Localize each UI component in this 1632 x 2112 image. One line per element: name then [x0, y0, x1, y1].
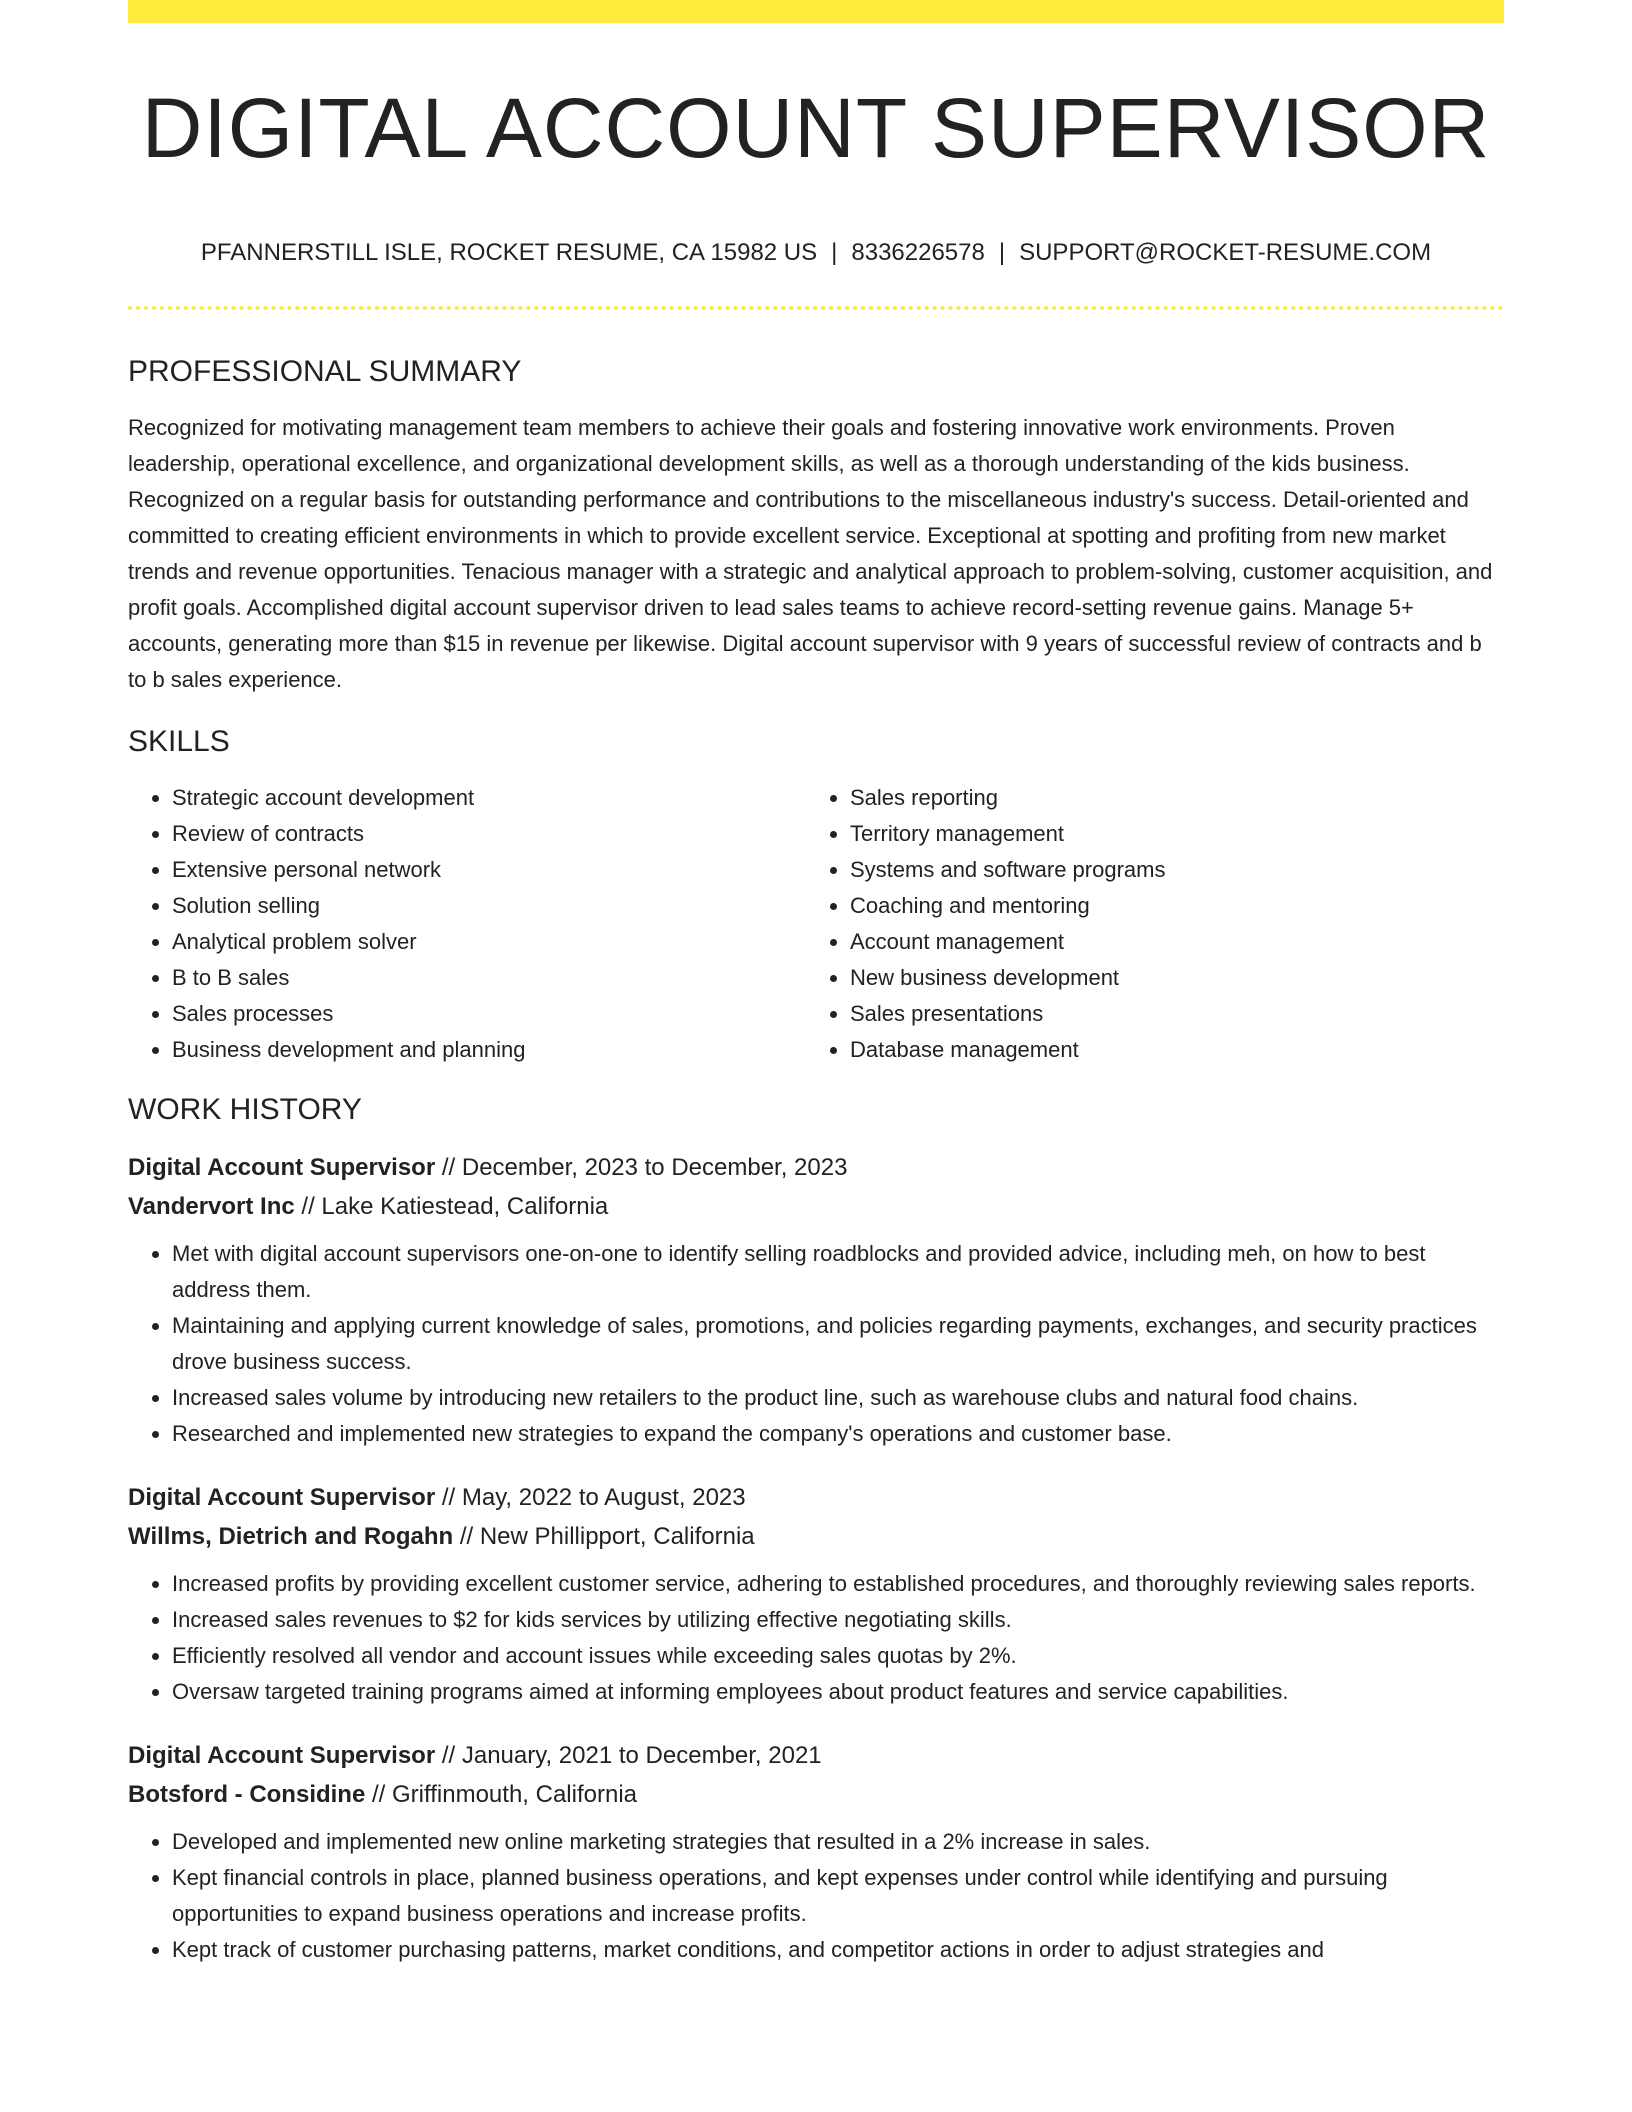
skill-item: • Review of contracts	[172, 816, 806, 852]
resume-page	[128, 0, 1504, 2112]
skill-item: • Sales presentations	[850, 996, 1484, 1032]
job-bullet: • Kept track of customer purchasing patterns, market conditions, and competitor actions in order to adjust strategies and	[172, 1932, 1504, 1968]
contact-line	[128, 237, 1504, 269]
skill-item: • Solution selling	[172, 888, 806, 924]
job-company: Vandervort Inc	[128, 1193, 295, 1220]
job-location: New Phillipport, California	[479, 1523, 755, 1550]
skill-item: • Business development and planning	[172, 1032, 806, 1068]
job-bullet: • Oversaw targeted training programs aimed at informing employees about product features and service capabilities.	[172, 1674, 1504, 1710]
job-separator: //	[441, 1154, 456, 1181]
job-title-line	[128, 1148, 1504, 1187]
job-entry	[128, 1736, 1504, 1968]
job-bullet: • Maintaining and applying current knowledge of sales, promotions, and policies regarding payments, exchanges, and security practices drove business success.	[172, 1308, 1504, 1380]
job-separator: //	[459, 1523, 474, 1550]
skill-item: • Coaching and mentoring	[850, 888, 1484, 924]
page-title: DIGITAL ACCOUNT SUPERVISOR	[141, 81, 1491, 175]
skill-item: • Territory management	[850, 816, 1484, 852]
skill-item: • Sales processes	[172, 996, 806, 1032]
contact-address: PFANNERSTILL ISLE, ROCKET RESUME, CA 15982 US	[200, 239, 818, 266]
job-dates: December, 2023 to December, 2023	[461, 1154, 848, 1181]
skills-list-right	[806, 780, 1484, 1068]
skill-item: • Account management	[850, 924, 1484, 960]
job-bullets	[128, 1566, 1504, 1710]
job-separator: //	[301, 1193, 315, 1220]
job-company: Willms, Dietrich and Rogahn	[128, 1523, 454, 1550]
job-title: Digital Account Supervisor	[128, 1154, 436, 1181]
dotted-divider	[128, 306, 1504, 310]
skill-item: • B to B sales	[172, 960, 806, 996]
skill-item: • Sales reporting	[850, 780, 1484, 816]
resume-content	[128, 352, 1504, 1994]
job-bullet: • Efficiently resolved all vendor and account issues while exceeding sales quotas by 2%.	[172, 1638, 1504, 1674]
job-entry	[128, 1148, 1504, 1452]
summary-text: Recognized for motivating management team members to achieve their goals and fostering innovative work environments. Proven leadership, operational excellence, and organizational development skills, as well as a thorough understanding of the kids business. Recognized on a regular basis for outstanding performance and contributions to the miscellaneous industry's success. Detail-oriented and committed to creating efficient environments in which to provide excellent service. Exceptional at spotting and profiting from new market trends and revenue opportunities. Tenacious manager with a strategic and analytical approach to problem-solving, customer acquisition, and profit goals. Accomplished digital account supervisor driven to lead sales teams to achieve record-setting revenue gains. Manage 5+ accounts, generating more than $15 in revenue per likewise. Digital account supervisor with 9 years of successful review of contracts and b to b sales experience.	[128, 415, 1493, 692]
job-company-line	[128, 1517, 1504, 1556]
job-bullets	[128, 1236, 1504, 1452]
skills-columns	[128, 780, 1504, 1068]
job-company: Botsford - Considine	[128, 1781, 366, 1808]
skill-item: • Database management	[850, 1032, 1484, 1068]
contact-separator: |	[831, 239, 838, 266]
skill-item: • Extensive personal network	[172, 852, 806, 888]
skill-item: • Strategic account development	[172, 780, 806, 816]
skill-item: • New business development	[850, 960, 1484, 996]
job-location: Griffinmouth, California	[392, 1781, 638, 1808]
job-location: Lake Katiestead, California	[321, 1193, 609, 1220]
section-title-skills: SKILLS	[128, 725, 230, 758]
job-bullet: • Developed and implemented new online marketing strategies that resulted in a 2% increase in sales.	[172, 1824, 1504, 1860]
job-company-line	[128, 1775, 1504, 1814]
job-bullet: • Increased profits by providing excellent customer service, adhering to established procedures, and thoroughly reviewing sales reports.	[172, 1566, 1504, 1602]
contact-separator: |	[998, 239, 1006, 266]
skill-item: • Systems and software programs	[850, 852, 1484, 888]
contact-phone: 8336226578	[851, 239, 985, 266]
job-entry	[128, 1478, 1504, 1710]
job-title-line	[128, 1478, 1504, 1517]
job-dates: January, 2021 to December, 2021	[461, 1742, 822, 1769]
section-title-summary: PROFESSIONAL SUMMARY	[128, 355, 522, 388]
job-bullet: • Increased sales revenues to $2 for kids services by utilizing effective negotiating skills.	[172, 1602, 1504, 1638]
contact-email: SUPPORT@ROCKET-RESUME.COM	[1019, 239, 1432, 266]
job-bullets	[128, 1824, 1504, 1968]
job-bullet: • Increased sales volume by introducing new retailers to the product line, such as warehouse clubs and natural food chains.	[172, 1380, 1504, 1416]
accent-top-bar	[128, 0, 1504, 23]
section-title-work: WORK HISTORY	[128, 1093, 362, 1126]
job-separator: //	[441, 1742, 456, 1769]
job-separator: //	[372, 1781, 386, 1808]
job-bullet: • Researched and implemented new strategies to expand the company's operations and customer base.	[172, 1416, 1504, 1452]
job-title-line	[128, 1736, 1504, 1775]
job-separator: //	[441, 1484, 456, 1511]
skill-item: • Analytical problem solver	[172, 924, 806, 960]
skills-list-left	[128, 780, 806, 1068]
job-title: Digital Account Supervisor	[128, 1484, 436, 1511]
job-title: Digital Account Supervisor	[128, 1742, 436, 1769]
job-company-line	[128, 1187, 1504, 1226]
job-dates: May, 2022 to August, 2023	[461, 1484, 746, 1511]
job-bullet: • Kept financial controls in place, planned business operations, and kept expenses under control while identifying and pursuing opportunities to expand business operations and increase profits.	[172, 1860, 1504, 1932]
job-bullet: • Met with digital account supervisors one-on-one to identify selling roadblocks and provided advice, including meh, on how to best address them.	[172, 1236, 1504, 1308]
